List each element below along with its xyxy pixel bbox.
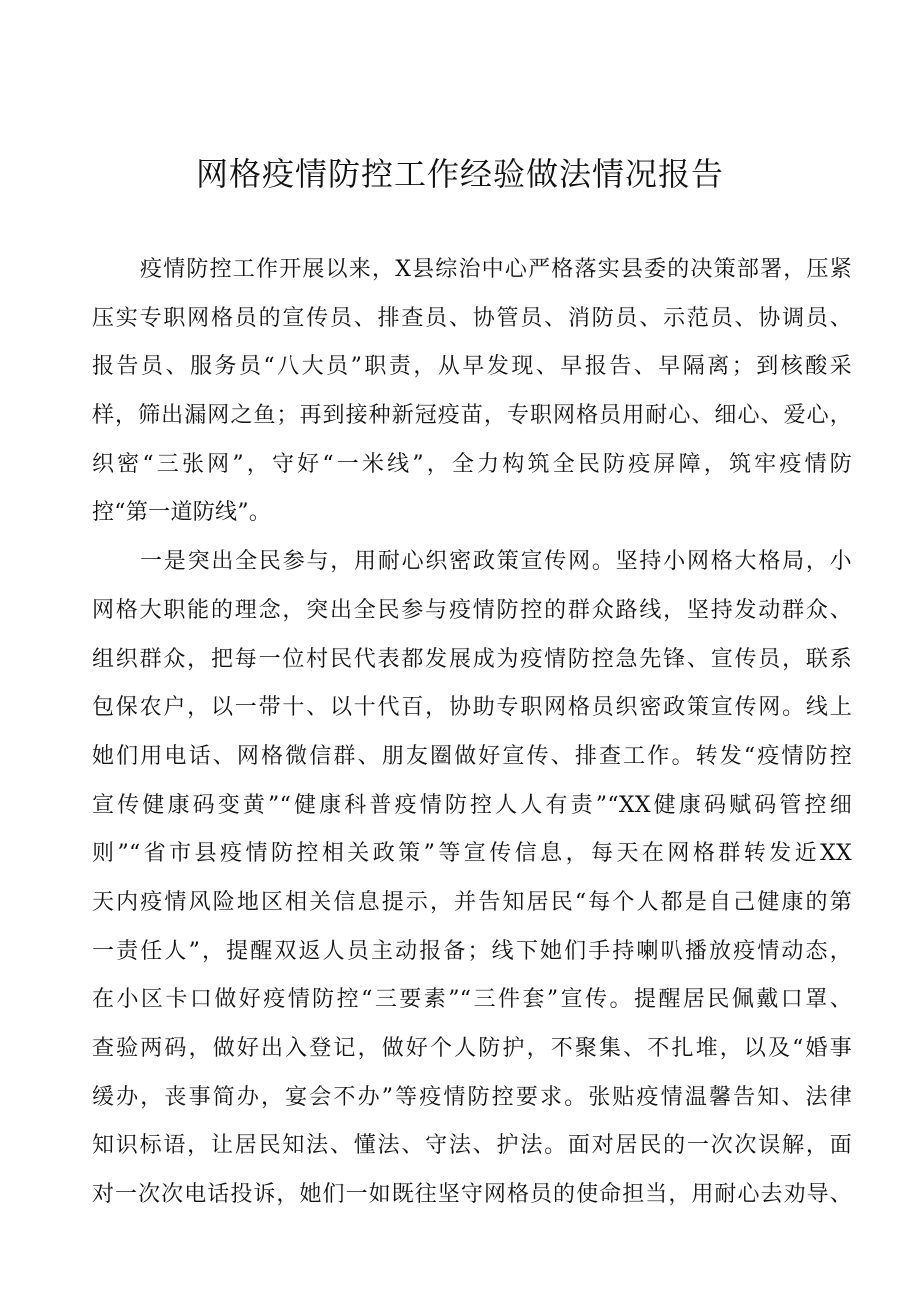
paragraph-line: 控“第一道防线”。 [92, 500, 272, 526]
paragraph-intro [92, 246, 852, 538]
paragraph-line: 报告员、服务员“八大员”职责，从早发现、早报告、早隔离；到核酸采 [92, 354, 852, 380]
document-title: 网格疫情防控工作经验做法情况报告 [195, 155, 724, 193]
paragraph-line: 网格大职能的理念，突出全民参与疫情防控的群众路线，坚持发动群众、 [92, 597, 852, 623]
paragraph-line: 一责任人”，提醒双返人员主动报备；线下她们手持喇叭播放疫情动态， [92, 938, 852, 964]
paragraph-line: 查验两码，做好出入登记，做好个人防护，不聚集、不扎堆，以及“婚事 [92, 1036, 852, 1061]
paragraph-line: 对一次次电话投诉，她们一如既往坚守网格员的使命担当，用耐心去劝导、 [92, 1182, 852, 1208]
paragraph-line: 她们用电话、网格微信群、朋友圈做好宣传、排查工作。转发“疫情防控 [92, 743, 852, 769]
paragraph-line: 织密“三张网”，守好“一米线”，全力构筑全民防疫屏障，筑牢疫情防 [92, 451, 852, 477]
paragraph-line: 疫情防控工作开展以来，X县综治中心严格落实县委的决策部署，压紧 [140, 257, 852, 282]
paragraph-line: 宣传健康码变黄”“健康科普疫情防控人人有责”“XX健康码赋码管控细 [92, 792, 852, 818]
document-body [92, 246, 852, 1220]
paragraph-line: 缓办，丧事简办，宴会不办”等疫情防控要求。张贴疫情温馨告知、法律 [92, 1084, 852, 1110]
paragraph-line: 样，筛出漏网之鱼；再到接种新冠疫苗，专职网格员用耐心、细心、爱心， [92, 403, 852, 429]
paragraph-line: 一是突出全民参与，用耐心织密政策宣传网。坚持小网格大格局，小 [140, 549, 852, 575]
paragraph-line: 天内疫情风险地区相关信息提示，并告知居民“每个人都是自己健康的第 [92, 889, 852, 915]
paragraph-line: 压实专职网格员的宣传员、排查员、协管员、消防员、示范员、协调员、 [92, 305, 852, 331]
paragraph-line: 知识标语，让居民知法、懂法、守法、护法。面对居民的一次次误解，面 [92, 1133, 852, 1159]
paragraph-line: 在小区卡口做好疫情防控“三要素”“三件套”宣传。提醒居民佩戴口罩、 [92, 987, 852, 1013]
paragraph-section-one [92, 538, 852, 1220]
paragraph-line: 则”“省市县疫情防控相关政策”等宣传信息，每天在网格群转发近XX [92, 841, 852, 867]
paragraph-line: 组织群众，把每一位村民代表都发展成为疫情防控急先锋、宣传员，联系 [92, 646, 852, 672]
paragraph-line: 包保农户，以一带十、以十代百，协助专职网格员织密政策宣传网。线上 [92, 695, 852, 721]
